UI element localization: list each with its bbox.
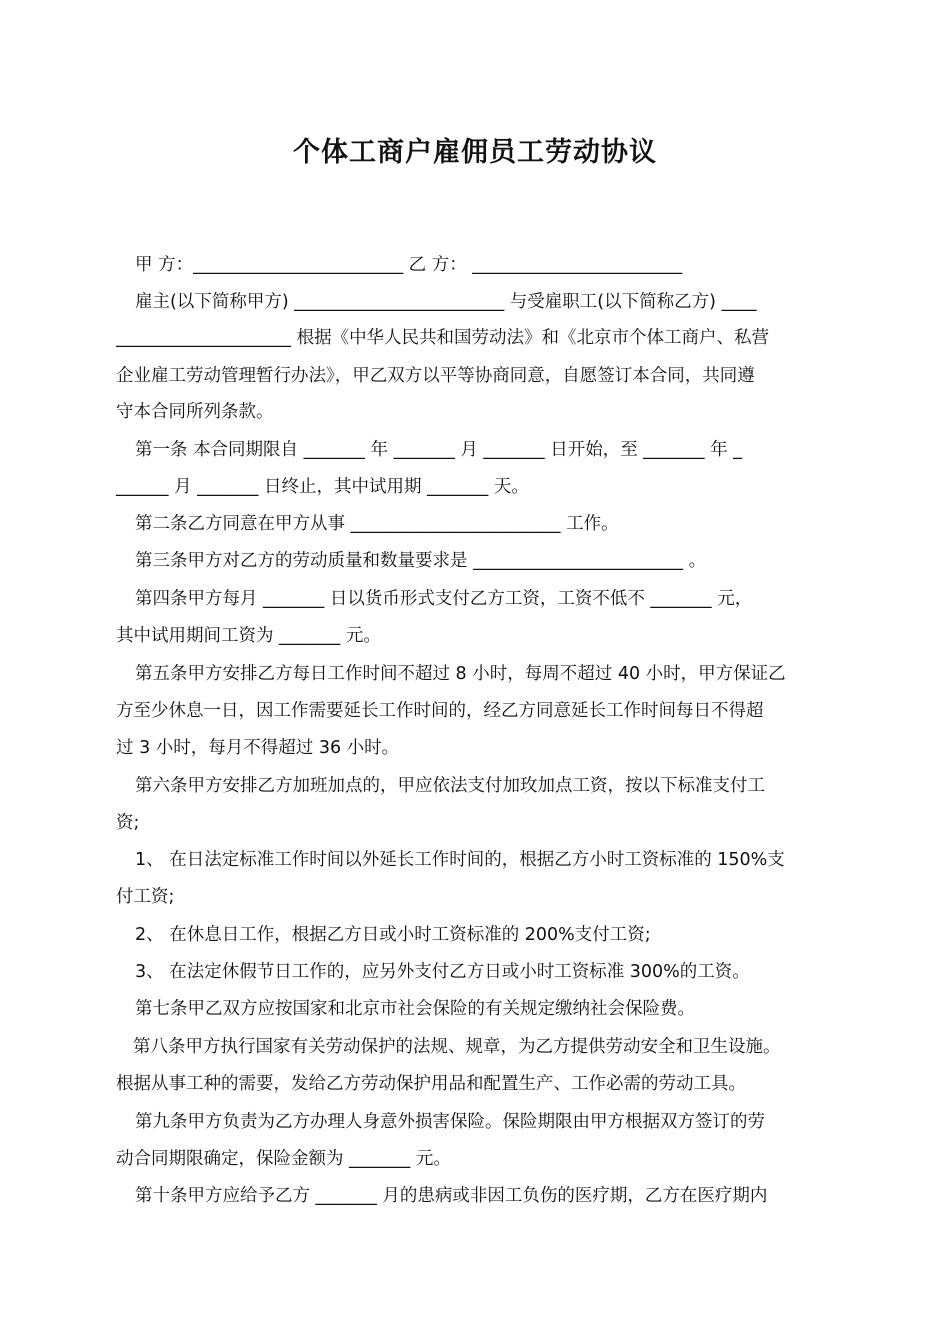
party-line: 甲 方：________________________ 乙 方： ________________________ [135,255,683,275]
document-title: 个体工商户雇佣员工劳动协议 [293,137,657,168]
list-item-1: 付工资; [116,887,175,907]
article-9-line: 动合同期限确定，保险金额为 _______ 元。 [116,1149,451,1169]
article-7-line: 第七条甲乙双方应按国家和北京市社会保险的有关规定缴纳社会保险费。 [135,999,695,1019]
list-item-3: 3、 在法定休假节日工作的，应另外支付乙方日或小时工资标准 300%的工资。 [135,962,750,982]
list-item-2: 2、 在休息日工作，根据乙方日或小时工资标准的 200%支付工资; [135,925,651,945]
article-1-line: ______ 月 _______ 日终止，其中试用期 _______ 天。 [116,477,529,497]
paragraph-line: ____________________ 根据《中华人民共和国劳动法》和《北京市个体工商户、私营 [116,328,770,348]
paragraph-line: 守本合同所列条款。 [116,402,274,422]
article-5-line: 过 3 小时，每月不得超过 36 小时。 [116,738,400,758]
article-4-line: 第四条甲方每月 _______ 日以货币形式支付乙方工资，工资不低不 _______ 元， [135,589,753,609]
article-1-line: 第一条 本合同期限自 _______ 年 _______ 月 _______ 日开始，至 _______ 年 _ [135,440,742,460]
article-4-line: 其中试用期间工资为 _______ 元。 [116,626,381,646]
article-8-line: 根据从事工种的需要，发给乙方劳动保护用品和配置生产、工作必需的劳动工具。 [116,1074,746,1094]
article-3-line: 第三条甲方对乙方的劳动质量和数量要求是 ________________________ 。 [135,551,707,571]
article-5-line: 第五条甲方安排乙方每日工作时间不超过 8 小时，每周不超过 40 小时，甲方保证乙 [135,664,786,684]
article-8-line: 第八条甲方执行国家有关劳动保护的法规、规章，为乙方提供劳动安全和卫生设施。 [133,1037,781,1057]
article-9-line: 第九条甲方负责为乙方办理人身意外损害保险。保险期限由甲方根据双方签订的劳 [135,1112,765,1132]
article-6-line: 资; [116,813,140,833]
list-item-1: 1、 在日法定标准工作时间以外延长工作时间的，根据乙方小时工资标准的 150%支 [135,850,785,870]
paragraph-line: 雇主(以下简称甲方) ________________________ 与受雇职工(以下简称乙方) ____ [135,292,757,312]
article-10-line: 第十条甲方应给予乙方 _______ 月的患病或非因工负伤的医疗期，乙方在医疗期内 [135,1186,768,1206]
paragraph-line: 企业雇工劳动管理暂行办法》，甲乙双方以平等协商同意，自愿签订本合同，共同遵 [116,366,755,386]
article-5-line: 方至少休息一日，因工作需要延长工作时间的，经乙方同意延长工作时间每日不得超 [116,701,764,721]
article-6-line: 第六条甲方安排乙方加班加点的，甲应依法支付加玫加点工资，按以下标准支付工 [135,776,765,796]
article-2-line: 第二条乙方同意在甲方从事 ________________________ 工作。 [135,514,619,534]
